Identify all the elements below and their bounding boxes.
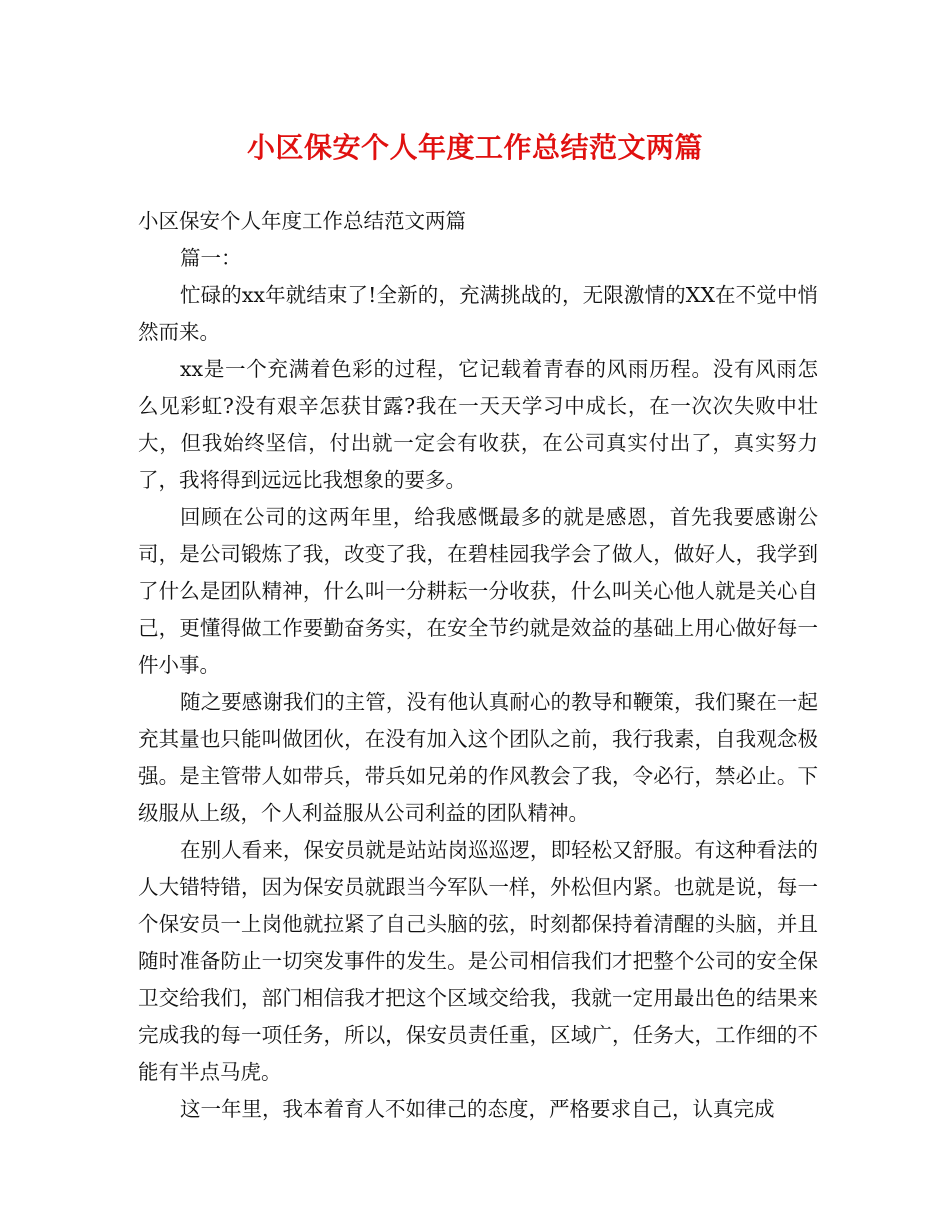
paragraph: 在别人看来，保安员就是站站岗巡巡逻，即轻松又舒服。有这种看法的人大错特错，因为保安员就跟当今军队一样，外松但内紧。也就是说，每一个保安员一上岗他就拉紧了自己头脑的弦，时刻都保持着清醒的头脑，并且随时准备防止一切突发事件的发生。是公司相信我们才把整个公司的安全保卫交给我们，部门相信我才把这个区域交给我，我就一定用最出色的结果来完成我的每一项任务，所以，保安员责任重，区域广，任务大，工作细的不能有半点马虎。 [138, 838, 818, 1084]
paragraph: 回顾在公司的这两年里，给我感慨最多的就是感恩，首先我要感谢公司，是公司锻炼了我，改变了我，在碧桂园我学会了做人，做好人，我学到了什么是团队精神，什么叫一分耕耘一分收获，什么叫关心他人就是关心自己，更懂得做工作要勤奋务实，在安全节约就是效益的基础上用心做好每一件小事。 [138, 505, 818, 677]
paragraph-subtitle: 小区保安个人年度工作总结范文两篇 [138, 209, 466, 233]
paragraph-section-heading: 篇一： [180, 246, 242, 270]
paragraph: xx是一个充满着色彩的过程，它记载着青春的风雨历程。没有风雨怎么见彩虹?没有艰辛怎获甘露?我在一天天学习中成长，在一次次失败中壮大，但我始终坚信，付出就一定会有收获，在公司真实付出了，真实努力了，我将得到远远比我想象的要多。 [138, 357, 818, 492]
document-body [138, 203, 818, 1128]
paragraph: 随之要感谢我们的主管，没有他认真耐心的教导和鞭策，我们聚在一起充其量也只能叫做团伙，在没有加入这个团队之前，我行我素，自我观念极强。是主管带人如带兵，带兵如兄弟的作风教会了我，令必行，禁必止。下级服从上级，个人利益服从公司利益的团队精神。 [138, 690, 818, 825]
document-title: 小区保安个人年度工作总结范文两篇 [246, 131, 703, 164]
paragraph: 这一年里，我本着育人不如律己的态度，严格要求自己，认真完成 [180, 1097, 775, 1121]
paragraph: 忙碌的xx年就结束了!全新的，充满挑战的，无限激情的XX在不觉中悄然而来。 [138, 283, 818, 344]
